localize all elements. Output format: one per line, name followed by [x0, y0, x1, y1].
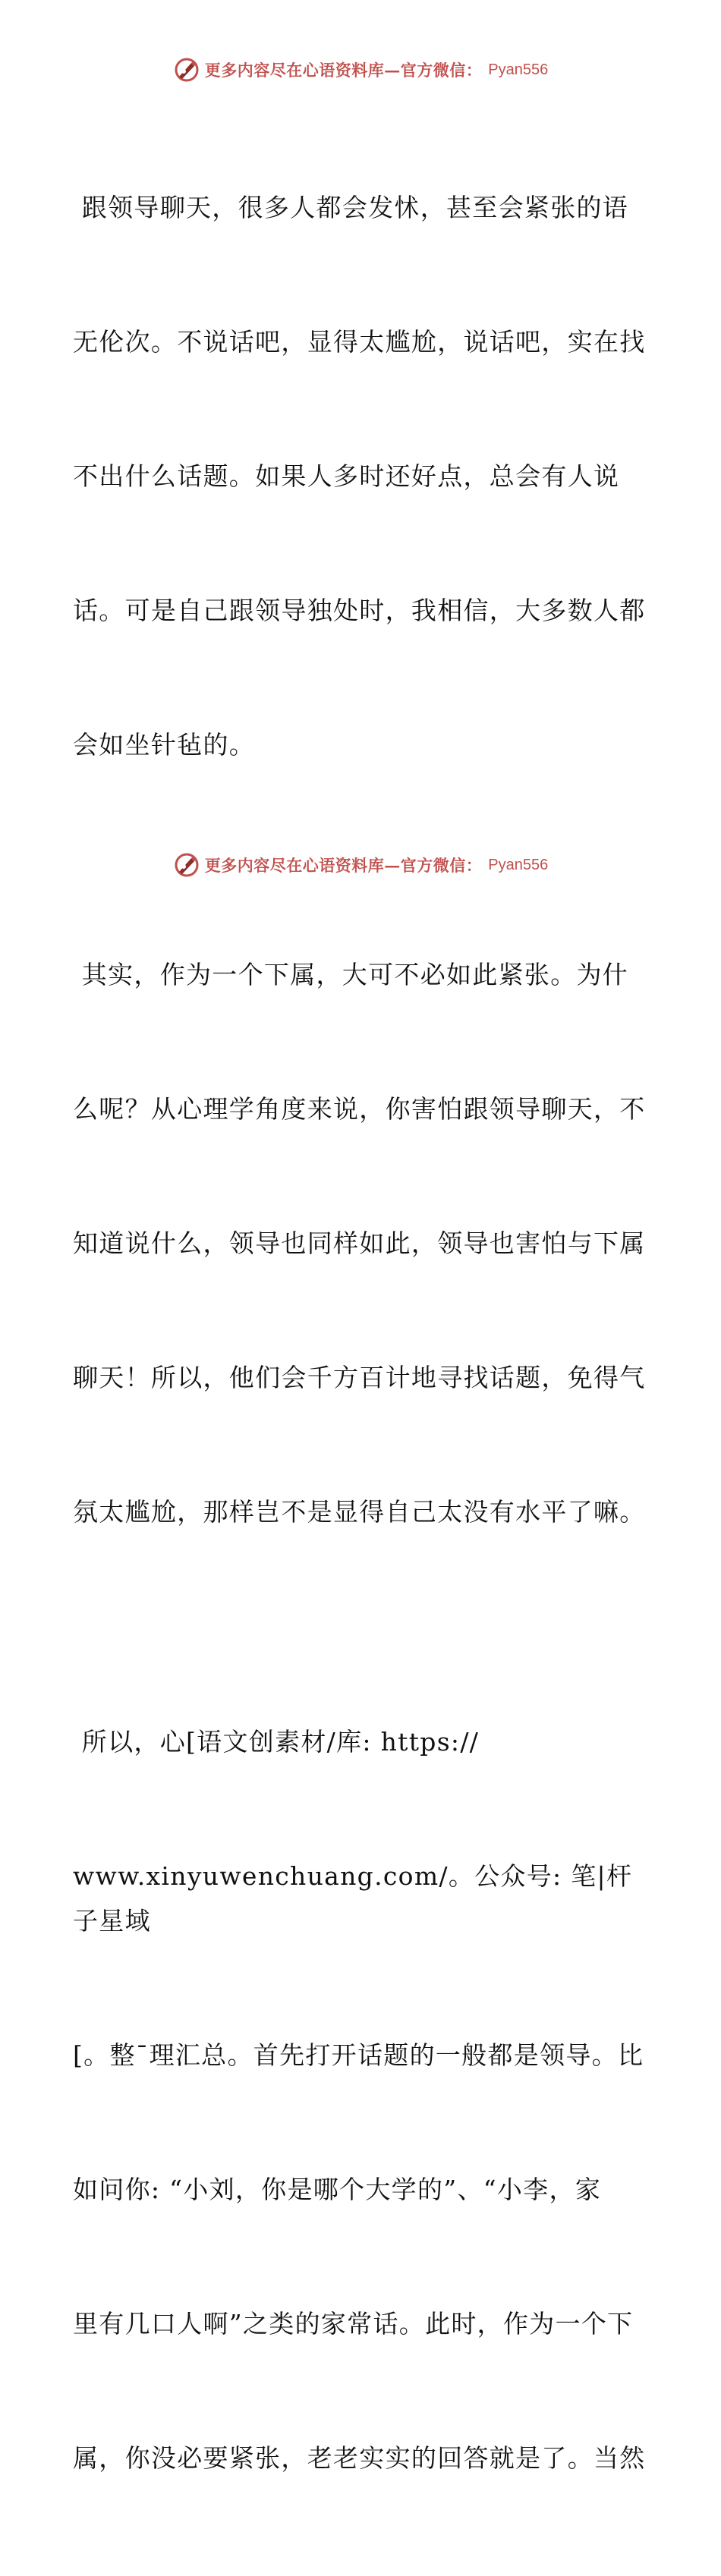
header-banner [0, 55, 721, 85]
header-wechat-account: Pyan556 [488, 61, 549, 78]
footer-banner-inner [173, 851, 548, 879]
footer-wechat-account: Pyan556 [488, 856, 549, 873]
text-line: 么呢？从心理学角度来说，你害怕跟领导聊天，不 [73, 1094, 646, 1124]
text-line: 知道说什么，领导也同样如此，领导也害怕与下属 [73, 1228, 646, 1258]
footer-banner-text: 更多内容尽在心语资料库—官方微信： [204, 856, 483, 875]
text-line: www.xinyuwenchuang.com/。公众号: 笔|杆子星域 [73, 1861, 633, 1936]
text-line: 所以，心[语文创素材/库: https:// [73, 1727, 480, 1757]
text-line: 跟领导聊天，很多人都会发怵，甚至会紧张的语 [73, 193, 629, 222]
paragraph-2 [73, 863, 650, 1624]
paragraph-3 [73, 1630, 650, 2570]
text-line: 会如坐针毡的。 [73, 730, 256, 760]
text-line: 氛太尴尬，那样岂不是显得自己太没有水平了嘛。 [73, 1497, 646, 1527]
header-banner-text: 更多内容尽在心语资料库—官方微信： [204, 61, 483, 80]
pen-logo-icon [173, 56, 200, 83]
pen-logo-icon [173, 851, 200, 879]
text-line: 聊天！所以，他们会千方百计地寻找话题，免得气 [73, 1363, 646, 1392]
header-banner-inner [173, 56, 548, 83]
paragraph-1 [73, 96, 650, 857]
text-line: 如问你: “小刘，你是哪个大学的”、“小李，家 [73, 2175, 602, 2204]
text-line: 话。可是自己跟领导独处时，我相信，大多数人都 [73, 596, 646, 625]
text-line: 里有几口人啊”之类的家常话。此时，作为一个下 [73, 2309, 634, 2339]
document-body [73, 96, 650, 2576]
text-line: 无伦次。不说话吧，显得太尴尬，说话吧，实在找 [73, 327, 646, 357]
text-line: 属，你没必要紧张，老老实实的回答就是了。当然 [73, 2443, 646, 2473]
footer-banner [0, 850, 721, 880]
text-line: 其实，作为一个下属，大可不必如此紧张。为什 [73, 960, 629, 989]
text-line: 不出什么话题。如果人多时还好点，总会有人说 [73, 461, 620, 491]
text-line: [。整¯理汇总。首先打开话题的一般都是领导。比 [73, 2040, 644, 2070]
